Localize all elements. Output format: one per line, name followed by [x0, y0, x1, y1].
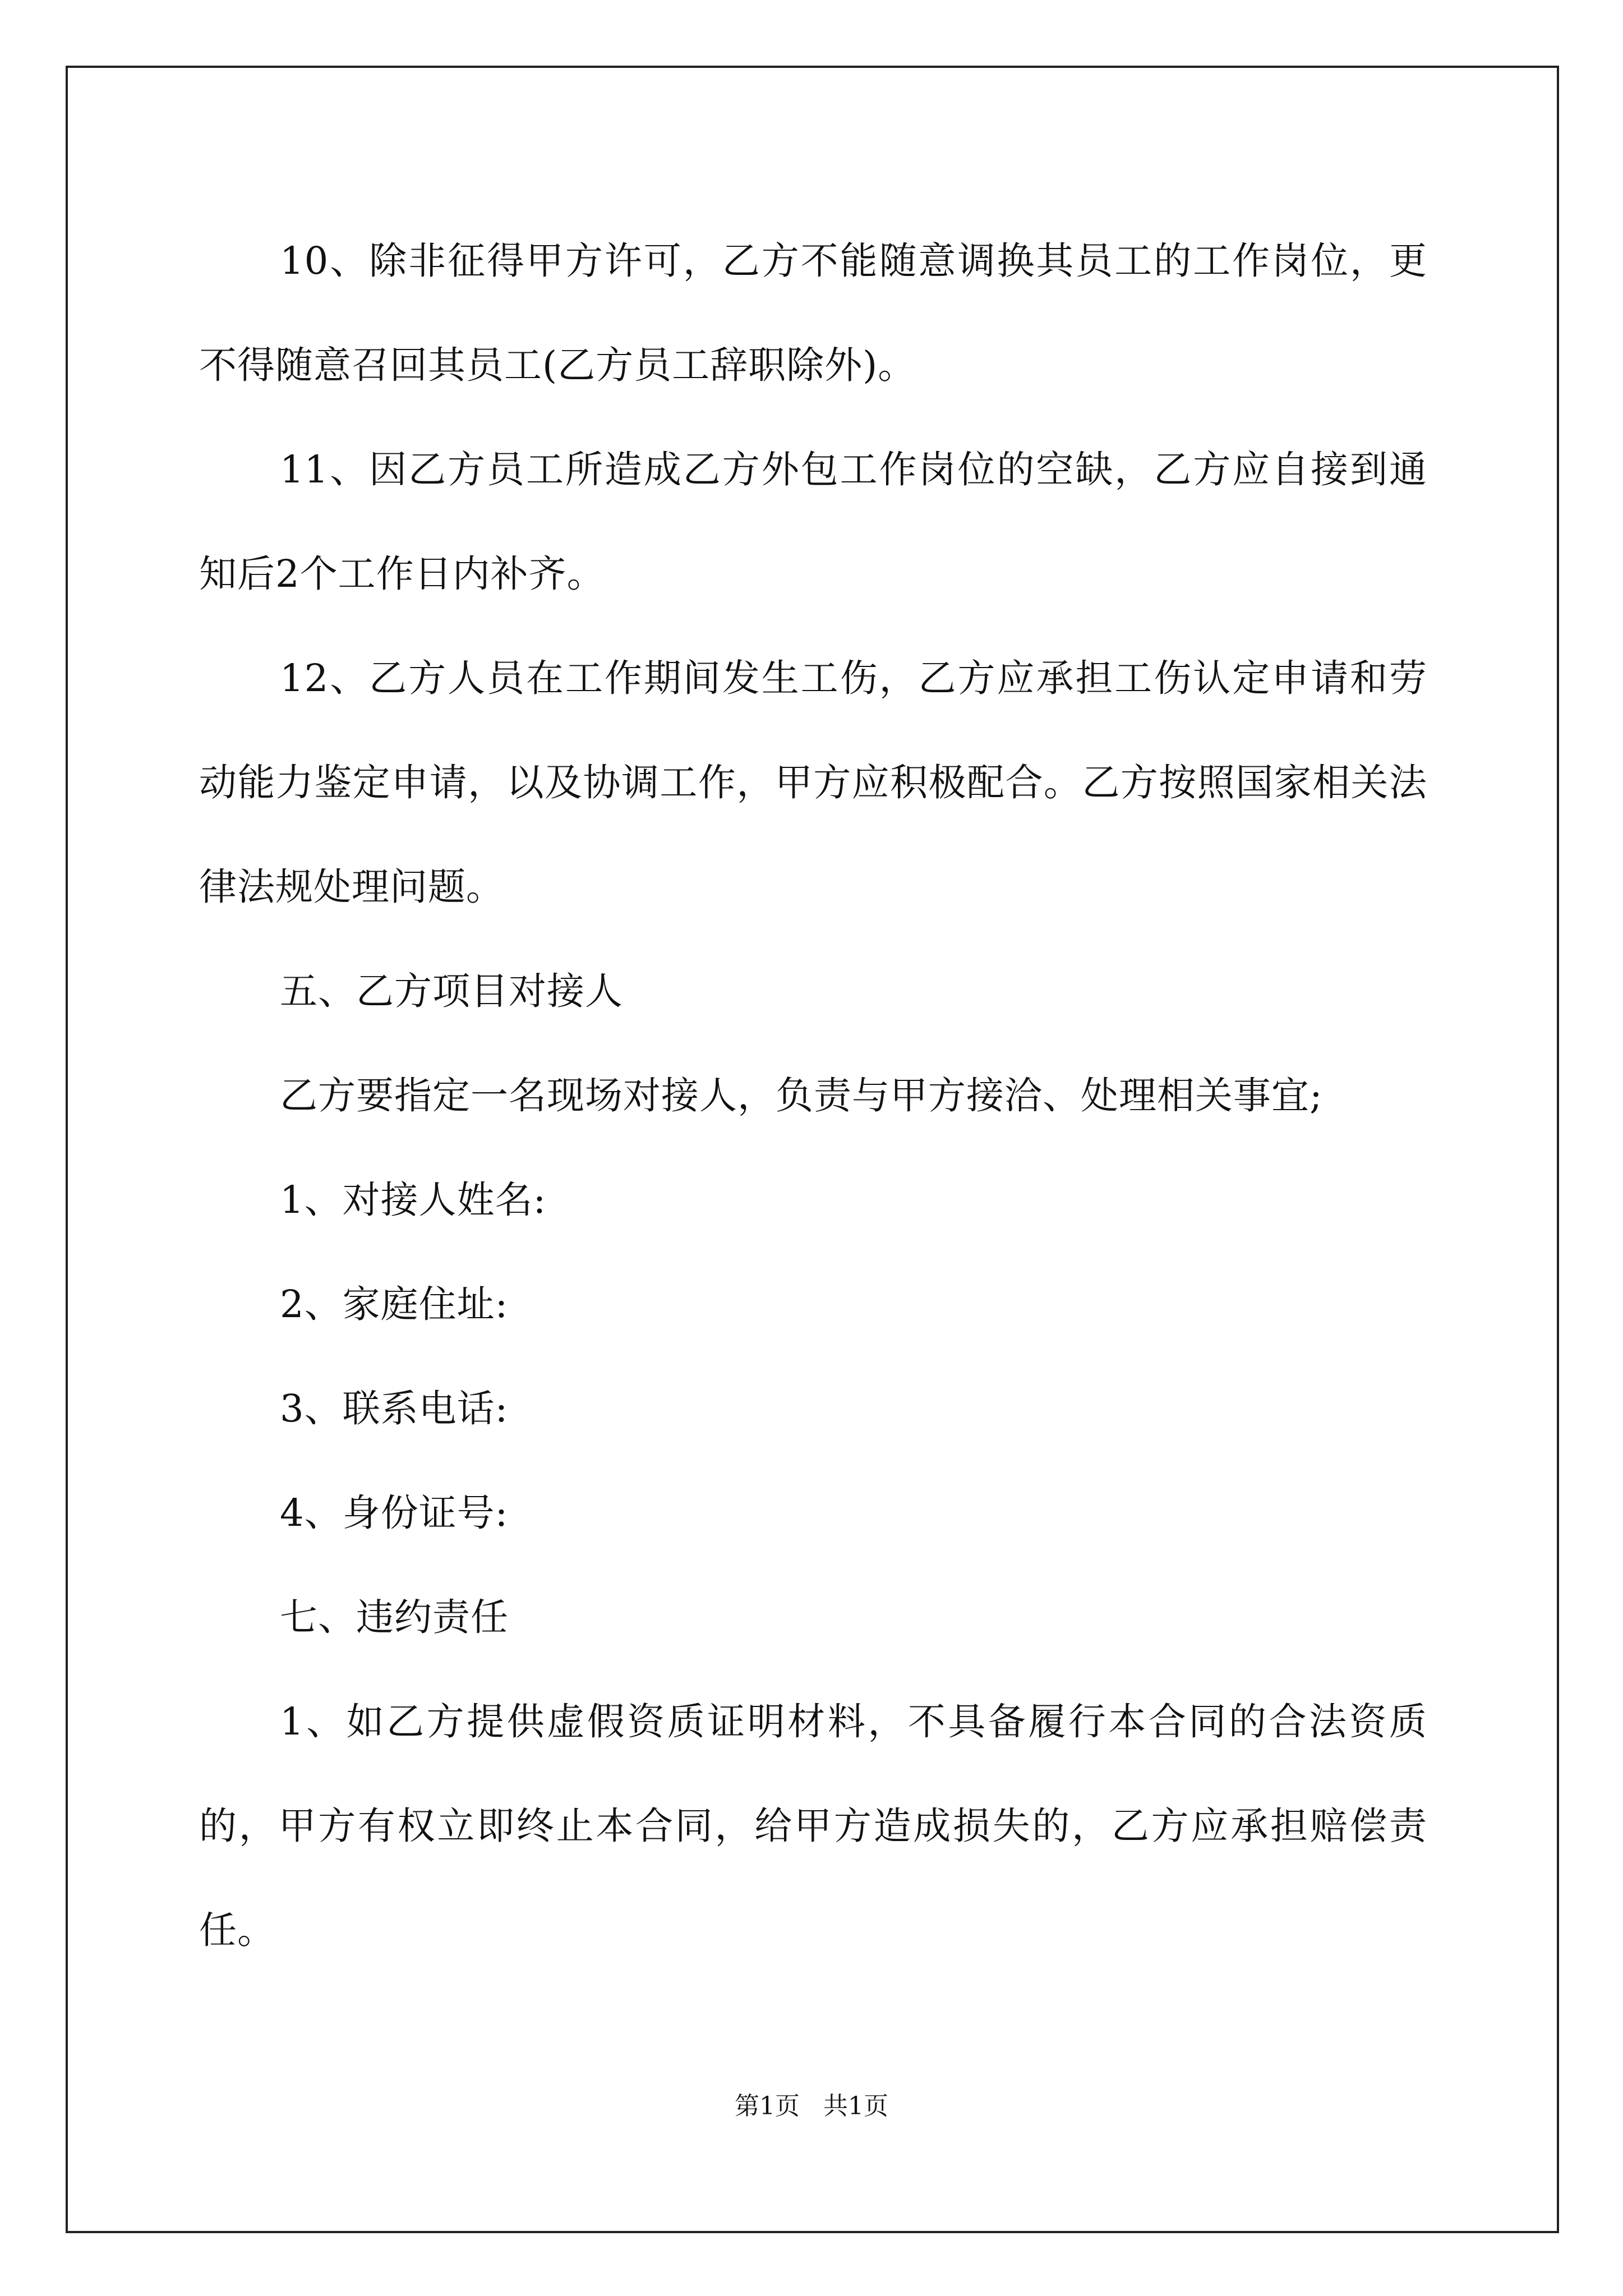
field-phone: 3、联系电话: — [280, 1387, 509, 1430]
field-home-address: 2、家庭住址: — [280, 1282, 509, 1326]
document-body — [199, 209, 1427, 1982]
paragraph-item-11: 11、因乙方员工所造成乙方外包工作岗位的空缺，乙方应自接到通知后2个工作日内补齐。 — [199, 448, 1427, 596]
section-heading-contact: 五、乙方项目对接人 — [280, 969, 623, 1013]
page-number-total: 共1页 — [823, 2092, 888, 2120]
page-footer — [0, 2090, 1623, 2123]
paragraph-liability-1: 1、如乙方提供虚假资质证明材料，不具备履行本合同的合法资质的，甲方有权立即终止本合同，给甲方造成损失的，乙方应承担赔偿责任。 — [199, 1700, 1427, 1952]
page-number-current: 第1页 — [735, 2092, 800, 2120]
paragraph-contact-intro: 乙方要指定一名现场对接人，负责与甲方接洽、处理相关事宜; — [280, 1074, 1323, 1117]
field-contact-name: 1、对接人姓名: — [280, 1178, 547, 1222]
paragraph-item-10: 10、除非征得甲方许可，乙方不能随意调换其员工的工作岗位，更不得随意召回其员工(乙方员工辞职除外)。 — [199, 239, 1427, 387]
paragraph-item-12: 12、乙方人员在工作期间发生工伤，乙方应承担工伤认定申请和劳动能力鉴定申请，以及协调工作，甲方应积极配合。乙方按照国家相关法律法规处理问题。 — [199, 656, 1427, 909]
section-heading-liability: 七、违约责任 — [280, 1595, 509, 1639]
field-id-number: 4、身份证号: — [280, 1491, 509, 1535]
